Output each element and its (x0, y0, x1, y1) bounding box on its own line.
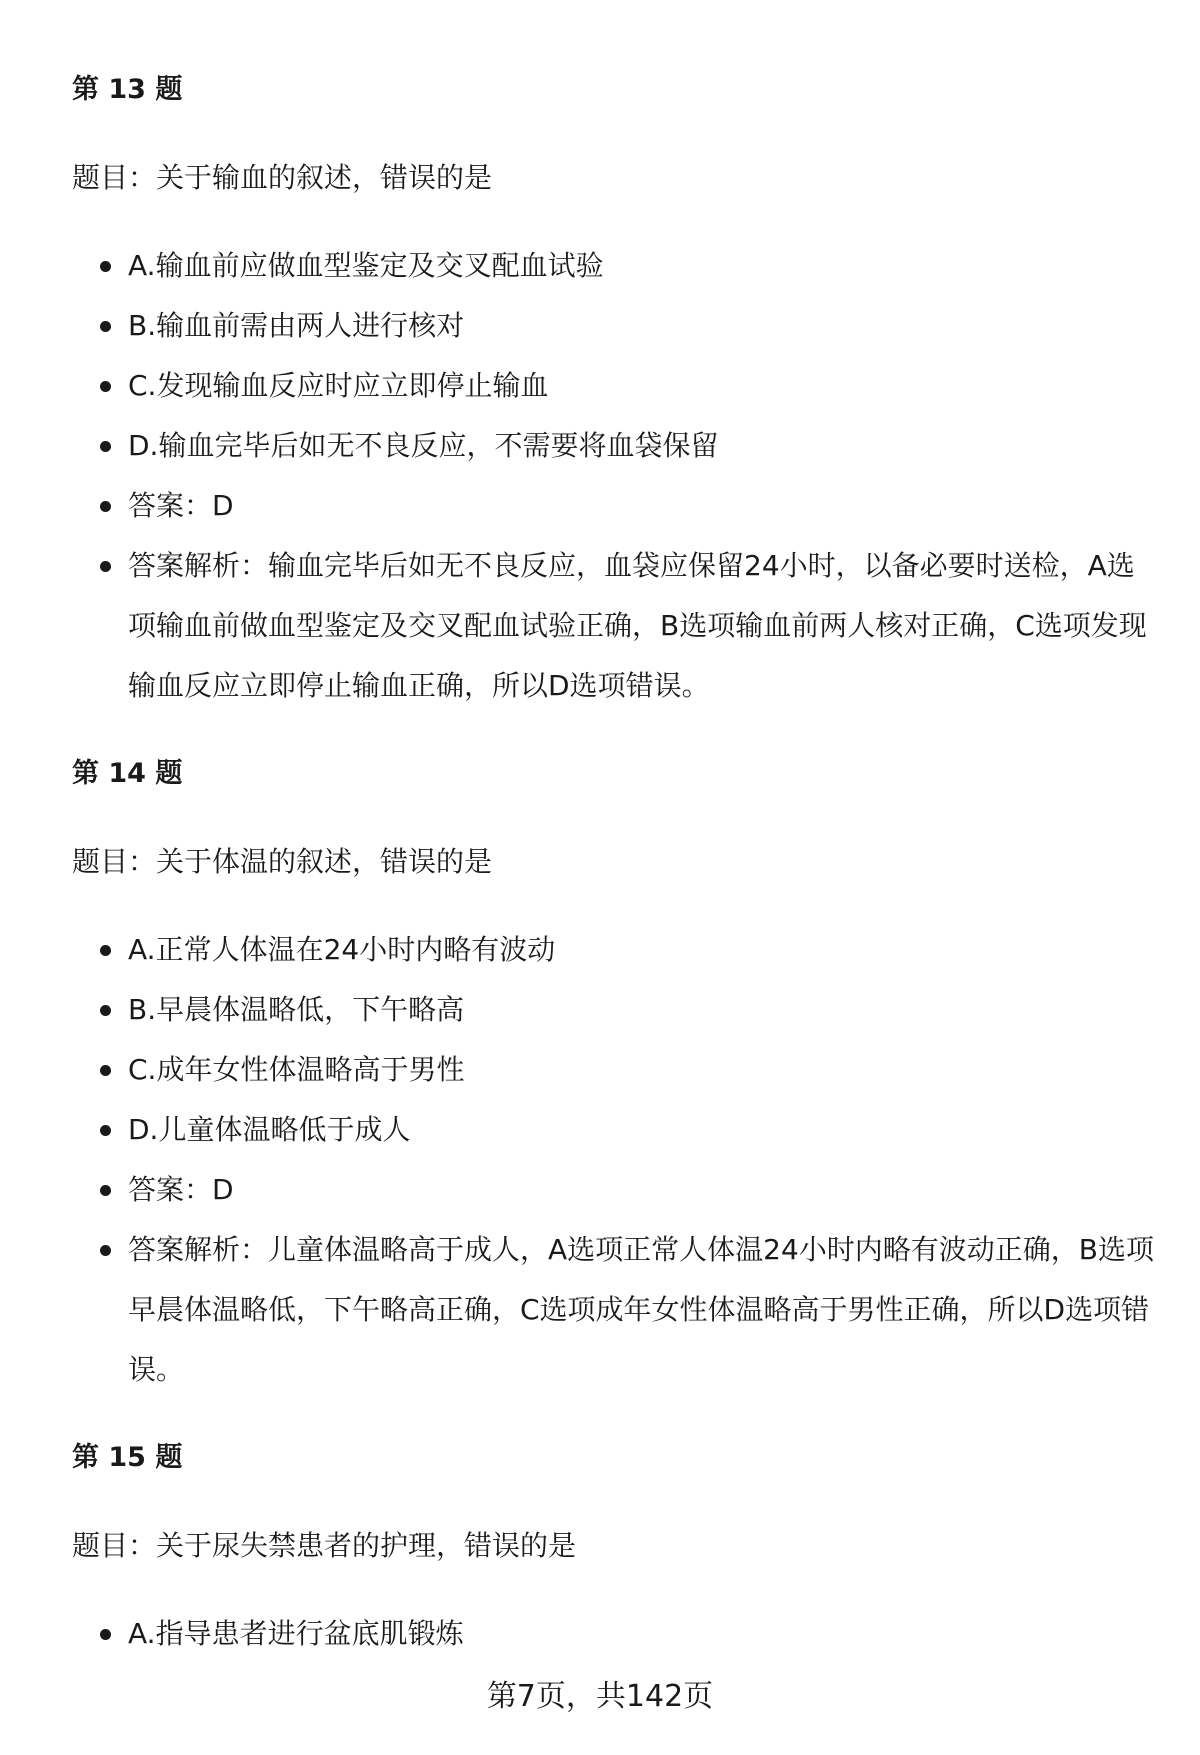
explanation (72, 1220, 1162, 1400)
bullet-icon (100, 381, 111, 392)
page-number: 第7页，共142页 (486, 1679, 714, 1714)
document-page (72, 60, 1162, 1692)
bullet-icon (100, 1065, 111, 1076)
question-stem: 题目：关于输血的叙述，错误的是 (72, 161, 493, 194)
explanation (72, 536, 1162, 716)
option-a (72, 920, 1162, 980)
option-d (72, 1100, 1162, 1160)
option-a (72, 1604, 1162, 1664)
option-c (72, 1040, 1162, 1100)
bullet-icon (100, 561, 111, 572)
question-heading: 第 15 题 (72, 1442, 183, 1473)
answer-text: 答案：D (128, 489, 234, 522)
option-text: A.指导患者进行盆底肌锻炼 (128, 1617, 464, 1650)
question-heading: 第 13 题 (72, 74, 183, 105)
bullet-icon (100, 1629, 111, 1640)
question-heading: 第 14 题 (72, 758, 183, 789)
question-14 (72, 744, 1162, 1400)
option-list (72, 1604, 1162, 1664)
option-text: C.发现输血反应时应立即停止输血 (128, 369, 549, 402)
option-c (72, 356, 1162, 416)
question-13 (72, 60, 1162, 716)
option-text: C.成年女性体温略高于男性 (128, 1053, 465, 1086)
explanation-text: 答案解析：输血完毕后如无不良反应，血袋应保留24小时，以备必要时送检，A选项输血前做血型鉴定及交叉配血试验正确，B选项输血前两人核对正确，C选项发现输血反应立即停止输血正确，所以D选项错误。 (128, 549, 1147, 702)
option-b (72, 980, 1162, 1040)
option-d (72, 416, 1162, 476)
explanation-text: 答案解析：儿童体温略高于成人，A选项正常人体温24小时内略有波动正确，B选项早晨体温略低，下午略高正确，C选项成年女性体温略高于男性正确，所以D选项错误。 (128, 1233, 1154, 1386)
answer (72, 1160, 1162, 1220)
question-stem: 题目：关于体温的叙述，错误的是 (72, 845, 493, 878)
bullet-icon (100, 1125, 111, 1136)
question-15 (72, 1428, 1162, 1664)
option-list (72, 236, 1162, 716)
option-text: D.儿童体温略低于成人 (128, 1113, 411, 1146)
bullet-icon (100, 441, 111, 452)
bullet-icon (100, 1185, 111, 1196)
option-text: D.输血完毕后如无不良反应，不需要将血袋保留 (128, 429, 719, 462)
option-a (72, 236, 1162, 296)
bullet-icon (100, 1245, 111, 1256)
option-text: A.正常人体温在24小时内略有波动 (128, 933, 556, 966)
answer-text: 答案：D (128, 1173, 234, 1206)
option-text: B.输血前需由两人进行核对 (128, 309, 465, 342)
option-text: B.早晨体温略低，下午略高 (128, 993, 465, 1026)
option-list (72, 920, 1162, 1400)
bullet-icon (100, 945, 111, 956)
bullet-icon (100, 1005, 111, 1016)
question-stem: 题目：关于尿失禁患者的护理，错误的是 (72, 1529, 577, 1562)
option-b (72, 296, 1162, 356)
bullet-icon (100, 261, 111, 272)
bullet-icon (100, 501, 111, 512)
option-text: A.输血前应做血型鉴定及交叉配血试验 (128, 249, 604, 282)
bullet-icon (100, 321, 111, 332)
answer (72, 476, 1162, 536)
